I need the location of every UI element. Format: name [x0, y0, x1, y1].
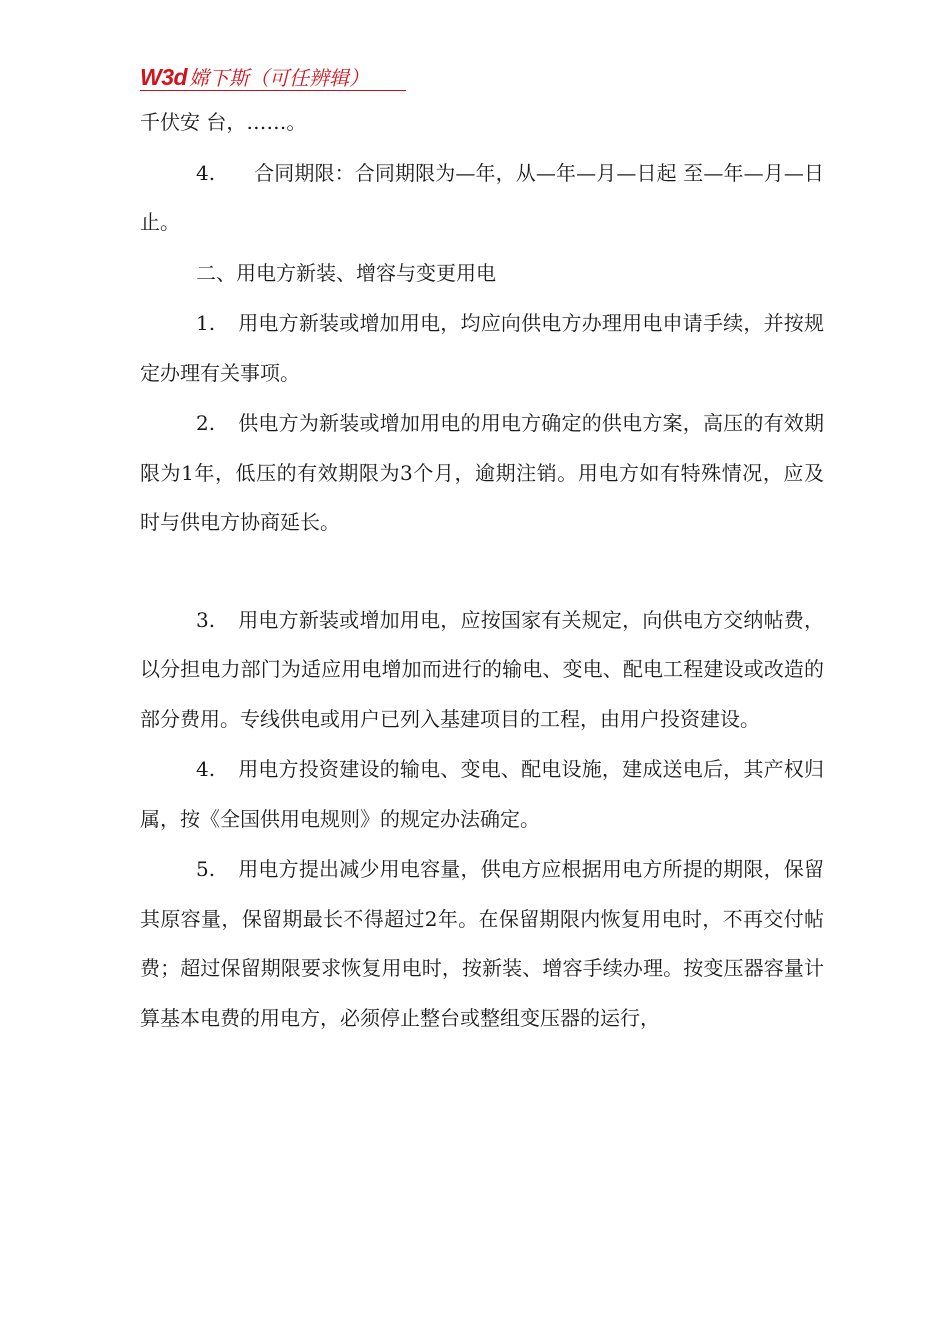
clause-text: 用电方新装或增加用电，均应向供电方办理用电申请手续，并按规定办理有关事项。	[140, 311, 824, 385]
clause-number: 5.	[196, 857, 216, 881]
clause-number: 4.	[196, 160, 216, 185]
clause-number: 2.	[196, 411, 216, 435]
clause-text: 用电方新装或增加用电，应按国家有关规定，向供电方交纳帖费，以分担电力部门为适应用电增加而进行的输电、变电、配电工程建设或改造的部分费用。专线供电或用户已列入基建项目的工程，由用户投资建设。	[140, 607, 824, 731]
clause-number: 4.	[196, 757, 216, 781]
clause-text: 用电方投资建设的输电、变电、配电设施，建成送电后，其产权归属，按《全国供用电规则》的规定办法确定。	[140, 757, 824, 831]
clause-number: 3.	[196, 607, 216, 632]
clause-1	[140, 299, 824, 398]
clause-text: 合同期限：合同期限为—年，从—年—月—日起 至—年—月—日止。	[140, 160, 824, 234]
document-body	[140, 98, 824, 1043]
page-header	[140, 62, 406, 91]
clause-4-contract-term	[140, 149, 824, 248]
header-title: 嫦下斯（可任辨辑）	[189, 66, 370, 90]
clause-3	[140, 596, 824, 745]
clause-text: 用电方提出减少用电容量，供电方应根据用电方所提的期限，保留其原容量，保留期最长不得超过2年。在保留期限内恢复用电时，不再交付帖费；超过保留期限要求恢复用电时，按新装、增容手续办理。按变压器容量计算基本电费的用电方，必须停止整台或整组变压器的运行，	[140, 857, 824, 1030]
paragraph-continuation: 千伏安 台，……。	[140, 110, 307, 134]
clause-number: 1.	[196, 311, 216, 335]
clause-text: 供电方为新装或增加用电的用电方确定的供电方案，高压的有效期限为1年，低压的有效期限为3个月，逾期注销。用电方如有特殊情况，应及时与供电方协商延长。	[140, 411, 824, 534]
clause-5	[140, 845, 824, 1043]
header-logo: W3d	[140, 64, 188, 90]
clause-2	[140, 399, 824, 548]
clause-4	[140, 745, 824, 844]
section-heading: 二、用电方新装、增容与变更用电	[196, 260, 496, 285]
